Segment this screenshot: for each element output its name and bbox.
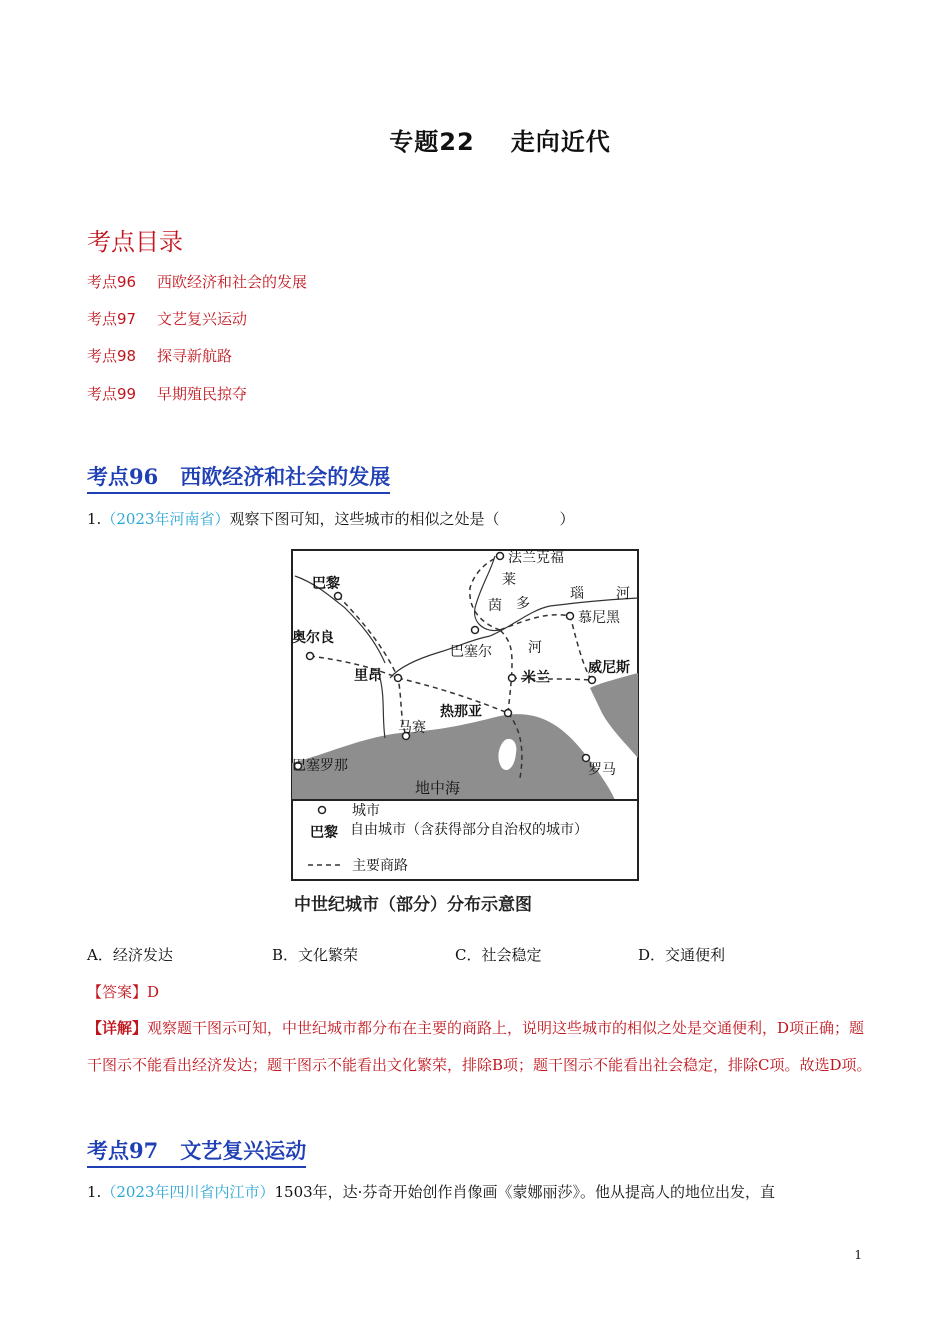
- legend-circle-icon: [319, 807, 326, 814]
- legend-text-free-city: 自由城市（含获得部分自治权的城市）: [350, 822, 588, 838]
- page-number: 1: [854, 1248, 862, 1262]
- option-b[interactable]: B．文化繁荣: [272, 946, 359, 964]
- option-d[interactable]: D．交通便利: [638, 946, 726, 964]
- toc-item-96[interactable]: [87, 271, 307, 292]
- question-index: 1.: [87, 1183, 102, 1201]
- legend-symbol-free-city: 巴黎: [310, 825, 338, 841]
- question-text: 1503年，达·芬奇开始创作肖像画《蒙娜丽莎》。他从提高人的地位出发，直: [274, 1183, 775, 1201]
- city-label-genoa: 热那亚: [440, 704, 482, 720]
- question-text: 观察下图可知，这些城市的相似之处是（ ）: [229, 510, 575, 528]
- city-label-barcelona: 巴塞罗那: [292, 758, 348, 774]
- legend-text-city: 城市: [352, 803, 380, 819]
- toc-item-num: 考点99: [87, 385, 137, 403]
- medieval-cities-map: [290, 548, 640, 920]
- city-label-frankfurt: 法兰克福: [508, 550, 564, 566]
- question-1-section-97: [87, 1181, 775, 1202]
- toc-item-label: 西欧经济和社会的发展: [157, 273, 308, 291]
- page-title: [0, 122, 950, 157]
- river-label: 河: [528, 640, 542, 656]
- section-label: 西欧经济和社会的发展: [180, 464, 391, 489]
- detail-explanation: [87, 1010, 877, 1084]
- city-label-rome: 罗马: [588, 762, 616, 778]
- city-label-milan: 米兰: [522, 670, 550, 686]
- section-num: 考点97: [87, 1138, 159, 1163]
- toc-item-98[interactable]: [87, 345, 232, 366]
- city-label-basel: 巴塞尔: [450, 644, 492, 660]
- river-label: 莱: [502, 572, 516, 588]
- toc-item-label: 早期殖民掠夺: [157, 385, 248, 403]
- option-c[interactable]: C．社会稳定: [455, 946, 542, 964]
- topic-number: 专题22: [389, 128, 475, 156]
- toc-item-label: 文艺复兴运动: [157, 310, 248, 328]
- toc-item-num: 考点98: [87, 347, 137, 365]
- map-caption: 中世纪城市（部分）分布示意图: [294, 895, 532, 915]
- city-label-lyon: 里昂: [354, 668, 382, 684]
- city-label-marseille: 马赛: [398, 720, 426, 736]
- city-label-orleans: 奥尔良: [292, 630, 334, 646]
- section-label: 文艺复兴运动: [180, 1138, 307, 1163]
- toc-item-label: 探寻新航路: [157, 347, 233, 365]
- detail-head: 【详解】: [87, 1019, 148, 1037]
- city-label-munich: 慕尼黑: [578, 610, 620, 626]
- legend-text-route: 主要商路: [352, 858, 408, 874]
- river-label: 河: [616, 586, 630, 602]
- sea-label: 地中海: [415, 779, 461, 797]
- section-heading-96[interactable]: [87, 461, 390, 494]
- section-num: 考点96: [87, 464, 159, 489]
- detail-text: 观察题干图示可知，中世纪城市都分布在主要的商路上，说明这些城市的相似之处是交通便利，D项正确；题干图示不能看出经济发达；题干图示不能看出文化繁荣，排除B项；题干图示不能看出社会稳定，排除C项。故选D项。: [87, 1019, 872, 1074]
- river-label: 多: [516, 596, 530, 612]
- question-1: [87, 508, 575, 529]
- question-source: （2023年四川省内江市）: [101, 1183, 275, 1201]
- toc-item-99[interactable]: [87, 383, 247, 404]
- question-index: 1.: [87, 510, 102, 528]
- section-heading-97[interactable]: [87, 1135, 306, 1168]
- city-label-venice: 威尼斯: [588, 660, 630, 676]
- river-label: 瑙: [570, 586, 584, 602]
- city-label-paris: 巴黎: [312, 576, 340, 592]
- toc-item-97[interactable]: [87, 308, 247, 329]
- legend-text-free-city-wrap: [350, 822, 632, 862]
- option-a[interactable]: A．经济发达: [87, 946, 173, 964]
- toc-item-num: 考点97: [87, 310, 137, 328]
- river-label: 茵: [488, 598, 502, 614]
- question-source: （2023年河南省）: [101, 510, 230, 528]
- toc-item-num: 考点96: [87, 273, 137, 291]
- toc-heading: 考点目录: [87, 228, 183, 256]
- topic-name: 走向近代: [510, 128, 611, 156]
- answer: 【答案】D: [87, 983, 160, 1001]
